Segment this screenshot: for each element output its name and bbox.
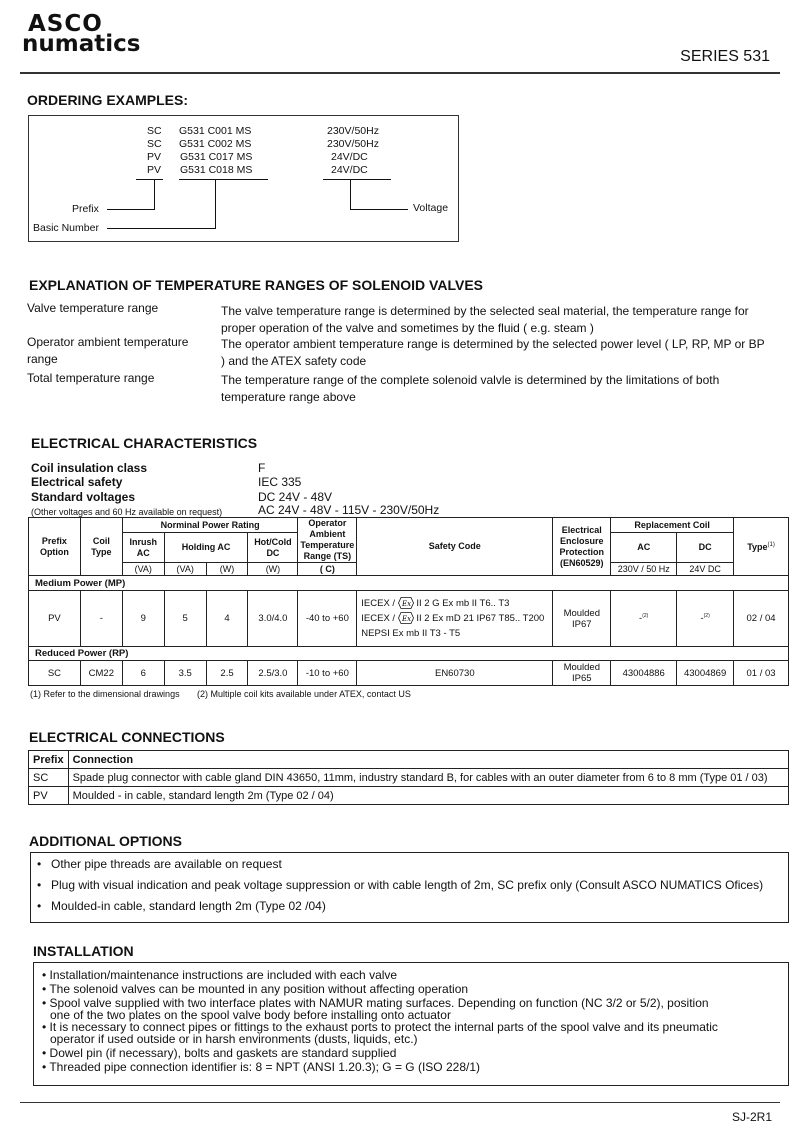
safety-line: NEPSI Ex mb II T3 - T5: [361, 628, 461, 639]
rp-holding-va: 3.5: [164, 661, 206, 686]
order-prefix: PV: [147, 164, 162, 176]
voltage-underline: [323, 179, 391, 180]
unit-w: (W): [206, 563, 248, 576]
number-underline: [179, 179, 268, 180]
explanation-text: The temperature range of the complete solenoid valvle is determined by the limitations of both temperature range above: [221, 373, 720, 404]
header-ac: AC: [611, 533, 677, 563]
options-item: [37, 857, 282, 871]
installation-item-text: It is necessary to connect pipes or fittings to the exhaust ports to protect the internal parts of the spool valve and its pneumatic: [49, 1020, 718, 1034]
unit-w: (W): [248, 563, 298, 576]
explanation-label: Operator ambient temperature range: [27, 335, 189, 366]
mp-ac-value: -: [639, 613, 643, 625]
bullet-icon: •: [42, 1060, 50, 1074]
order-number: G531 C017 MS: [180, 151, 253, 163]
standard-voltages-dc: DC 24V - 48V: [258, 490, 333, 504]
connections-title: ELECTRICAL CONNECTIONS: [29, 729, 225, 745]
voltage-label: Voltage: [413, 202, 449, 214]
coil-insulation-value: F: [258, 461, 266, 475]
electrical-safety-label: Electrical safety: [31, 475, 123, 489]
unit-dc: 24V DC: [677, 563, 734, 576]
installation-item-text: Threaded pipe connection identifier is: 8 = NPT (ANSI 1.20.3); G = G (ISO 228/1): [49, 1060, 480, 1074]
order-voltage: 24V/DC: [331, 164, 368, 176]
explanation-title: EXPLANATION OF TEMPERATURE RANGES OF SOLENOID VALVES: [29, 277, 483, 293]
order-number: G531 C001 MS: [179, 125, 252, 137]
mp-dc-value: -: [700, 613, 704, 625]
installation-item-text: The solenoid valves can be mounted in any position without affecting operation: [49, 982, 469, 996]
unit-ac: 230V / 50 Hz: [611, 563, 677, 576]
ordering-title: ORDERING EXAMPLES:: [27, 92, 189, 108]
options-title: ADDITIONAL OPTIONS: [29, 833, 182, 849]
installation-item: [42, 1061, 480, 1073]
header-replacement-coil: Replacement Coil: [611, 518, 734, 533]
installation-item: [42, 969, 397, 981]
ordering-examples-box: [28, 115, 459, 242]
basic-number-label: Basic Number: [33, 222, 99, 234]
mp-type: 02 / 04: [734, 591, 789, 647]
bullet-icon: •: [42, 1046, 50, 1060]
order-voltage: 230V/50Hz: [327, 138, 379, 150]
safety-prefix: IECEX /: [361, 613, 396, 624]
connection-prefix: PV: [29, 787, 69, 805]
bullet-icon: •: [37, 899, 42, 913]
rp-hot-cold: 2.5/3.0: [248, 661, 298, 686]
installation-item: [42, 1047, 396, 1059]
rp-prefix: SC: [29, 661, 81, 686]
bullet-icon: •: [37, 857, 42, 871]
mp-coil: -: [80, 591, 122, 647]
header-safety-code: Safety Code: [357, 518, 553, 576]
header-type: [734, 518, 789, 576]
mp-ambient: -40 to +60: [298, 591, 357, 647]
safety-line: [361, 611, 550, 626]
explanation-label: Valve temperature range: [27, 301, 159, 315]
order-number: G531 C018 MS: [180, 164, 253, 176]
voltage-leader: [350, 179, 351, 209]
bullet-icon: •: [42, 982, 50, 996]
bullet-icon: •: [42, 1020, 50, 1034]
electrical-safety-value: IEC 335: [258, 475, 302, 489]
mp-ac-coil: [611, 591, 677, 647]
explanation-label: Total temperature range: [27, 371, 155, 385]
asco-numatics-logo: [22, 11, 152, 57]
order-number: G531 C002 MS: [179, 138, 252, 150]
safety-prefix: IECEX /: [361, 598, 396, 609]
rp-type: 01 / 03: [734, 661, 789, 686]
safety-code-text: II 2 G Ex mb II T6.. T3: [416, 598, 510, 609]
coil-insulation-label: Coil insulation class: [31, 461, 148, 475]
prefix-label: Prefix: [72, 203, 99, 215]
ex-hexagon-icon: [398, 597, 414, 609]
unit-celsius: ( C): [298, 563, 357, 576]
mp-hot-cold: 3.0/4.0: [248, 591, 298, 647]
standard-voltages-label: Standard voltages: [31, 490, 136, 504]
svg-text:Ex: Ex: [401, 615, 411, 624]
rp-ac-coil: 43004886: [611, 661, 677, 686]
mp-safety-code: [357, 591, 553, 647]
explanation-text: The operator ambient temperature range is determined by the selected power level ( LP, RP, MP or BP ) and the ATEX safety code: [221, 337, 765, 368]
standard-voltages-ac: AC 24V - 48V - 115V - 230V/50Hz: [258, 503, 440, 517]
header-hot-cold: Hot/Cold DC: [248, 533, 298, 563]
prefix-leader: [154, 179, 155, 210]
footnote-2: (2): [703, 612, 710, 619]
header-enclosure: Electrical Enclosure Protection (EN60529): [553, 518, 611, 576]
electrical-title: ELECTRICAL CHARACTERISTICS: [31, 435, 258, 451]
order-voltage: 24V/DC: [331, 151, 368, 163]
mp-dc-coil: [677, 591, 734, 647]
options-item: [37, 878, 763, 892]
explanation-text: The valve temperature range is determined by the selected seal material, the temperature range for proper operation of the valve and sometimes by the fluid ( e.g. steam ): [221, 304, 749, 335]
safety-line: [361, 596, 550, 611]
voltages-note: (Other voltages and 60 Hz available on request): [31, 507, 223, 517]
header-holding: Holding AC: [164, 533, 248, 563]
rp-safety-code: EN60730: [357, 661, 553, 686]
rp-holding-w: 2.5: [206, 661, 248, 686]
installation-title: INSTALLATION: [33, 943, 134, 959]
voltage-leader: [350, 209, 408, 210]
number-leader: [107, 228, 216, 229]
header-ambient-temp: Operator Ambient Temperature Range (TS): [298, 518, 357, 563]
order-prefix: PV: [147, 151, 162, 163]
unit-va: (VA): [164, 563, 206, 576]
number-leader: [215, 179, 216, 229]
header-inrush: Inrush AC: [122, 533, 164, 563]
page-reference: SJ-2R1: [731, 1110, 772, 1124]
rp-enclosure: Moulded IP65: [553, 661, 611, 686]
mp-prefix: PV: [29, 591, 81, 647]
section-medium-power: Medium Power (MP): [29, 576, 789, 591]
connection-text: Spade plug connector with cable gland DIN 43650, 11mm, industry standard B, for cables with an outer diameter from 6 to 8 mm (Type 01 / 03): [68, 769, 788, 787]
mp-holding-va: 5: [164, 591, 206, 647]
order-prefix: SC: [147, 125, 162, 137]
installation-item-text: Dowel pin (if necessary), bolts and gaskets are standard supplied: [49, 1046, 397, 1060]
header-type-footnote: (1): [767, 542, 775, 548]
logo-line-1: ASCO: [28, 11, 103, 37]
rp-ambient: -10 to +60: [298, 661, 357, 686]
header-divider: [20, 72, 780, 74]
connection-prefix: SC: [29, 769, 69, 787]
section-reduced-power: Reduced Power (RP): [29, 647, 789, 661]
prefix-underline: [136, 179, 163, 180]
header-prefix-option: Prefix Option: [29, 518, 81, 576]
header-prefix: Prefix: [29, 751, 69, 769]
footnote-2: (2): [642, 612, 649, 619]
header-connection: Connection: [68, 751, 788, 769]
mp-enclosure: Moulded IP67: [553, 591, 611, 647]
header-power-rating: Norminal Power Rating: [122, 518, 298, 533]
installation-item-continued: one of the two plates on the spool valve body before installing onto actuator: [50, 1008, 451, 1022]
order-prefix: SC: [147, 138, 162, 150]
bullet-icon: •: [37, 878, 42, 892]
logo-line-2: numatics: [22, 31, 141, 57]
svg-text:Ex: Ex: [401, 600, 411, 609]
footnote-1: (1) Refer to the dimensional drawings: [30, 689, 180, 699]
connection-text: Moulded - in cable, standard length 2m (Type 02 / 04): [68, 787, 788, 805]
prefix-leader: [107, 209, 155, 210]
header-dc: DC: [677, 533, 734, 563]
safety-code-text: II 2 Ex mD 21 IP67 T85.. T200: [416, 613, 545, 624]
unit-va: (VA): [122, 563, 164, 576]
header-type-text: Type: [747, 542, 768, 552]
options-item-text: Other pipe threads are available on request: [51, 857, 282, 871]
rp-dc-coil: 43004869: [677, 661, 734, 686]
options-item-text: Plug with visual indication and peak voltage suppression or with cable length of 2m, SC prefix only (Consult ASCO NUMATICS Ofices): [51, 878, 764, 892]
installation-item: [42, 983, 468, 995]
connections-table: [28, 750, 789, 805]
installation-item-text: Spool valve supplied with two interface plates with NAMUR mating surfaces. Depending on function (NC 3/2 or 5/2), position: [49, 996, 709, 1010]
series-title: SERIES 531: [680, 48, 770, 65]
options-item-text: Moulded-in cable, standard length 2m (Type 02 /04): [51, 899, 326, 913]
installation-item-text: Installation/maintenance instructions are included with each valve: [49, 968, 398, 982]
ex-hexagon-icon: [398, 612, 414, 624]
installation-item-continued: operator if used outside or in harsh environments (dusts, liquids, etc.): [50, 1032, 418, 1046]
mp-inrush: 9: [122, 591, 164, 647]
rp-inrush: 6: [122, 661, 164, 686]
bullet-icon: •: [42, 996, 50, 1010]
mp-holding-w: 4: [206, 591, 248, 647]
footer-divider: [20, 1102, 780, 1103]
electrical-table: [28, 517, 789, 686]
footnote-2-text: (2) Multiple coil kits available under ATEX, contact US: [197, 689, 411, 699]
header-coil-type: Coil Type: [80, 518, 122, 576]
rp-coil: CM22: [80, 661, 122, 686]
order-voltage: 230V/50Hz: [327, 125, 379, 137]
options-item: [37, 899, 326, 913]
bullet-icon: •: [42, 968, 50, 982]
